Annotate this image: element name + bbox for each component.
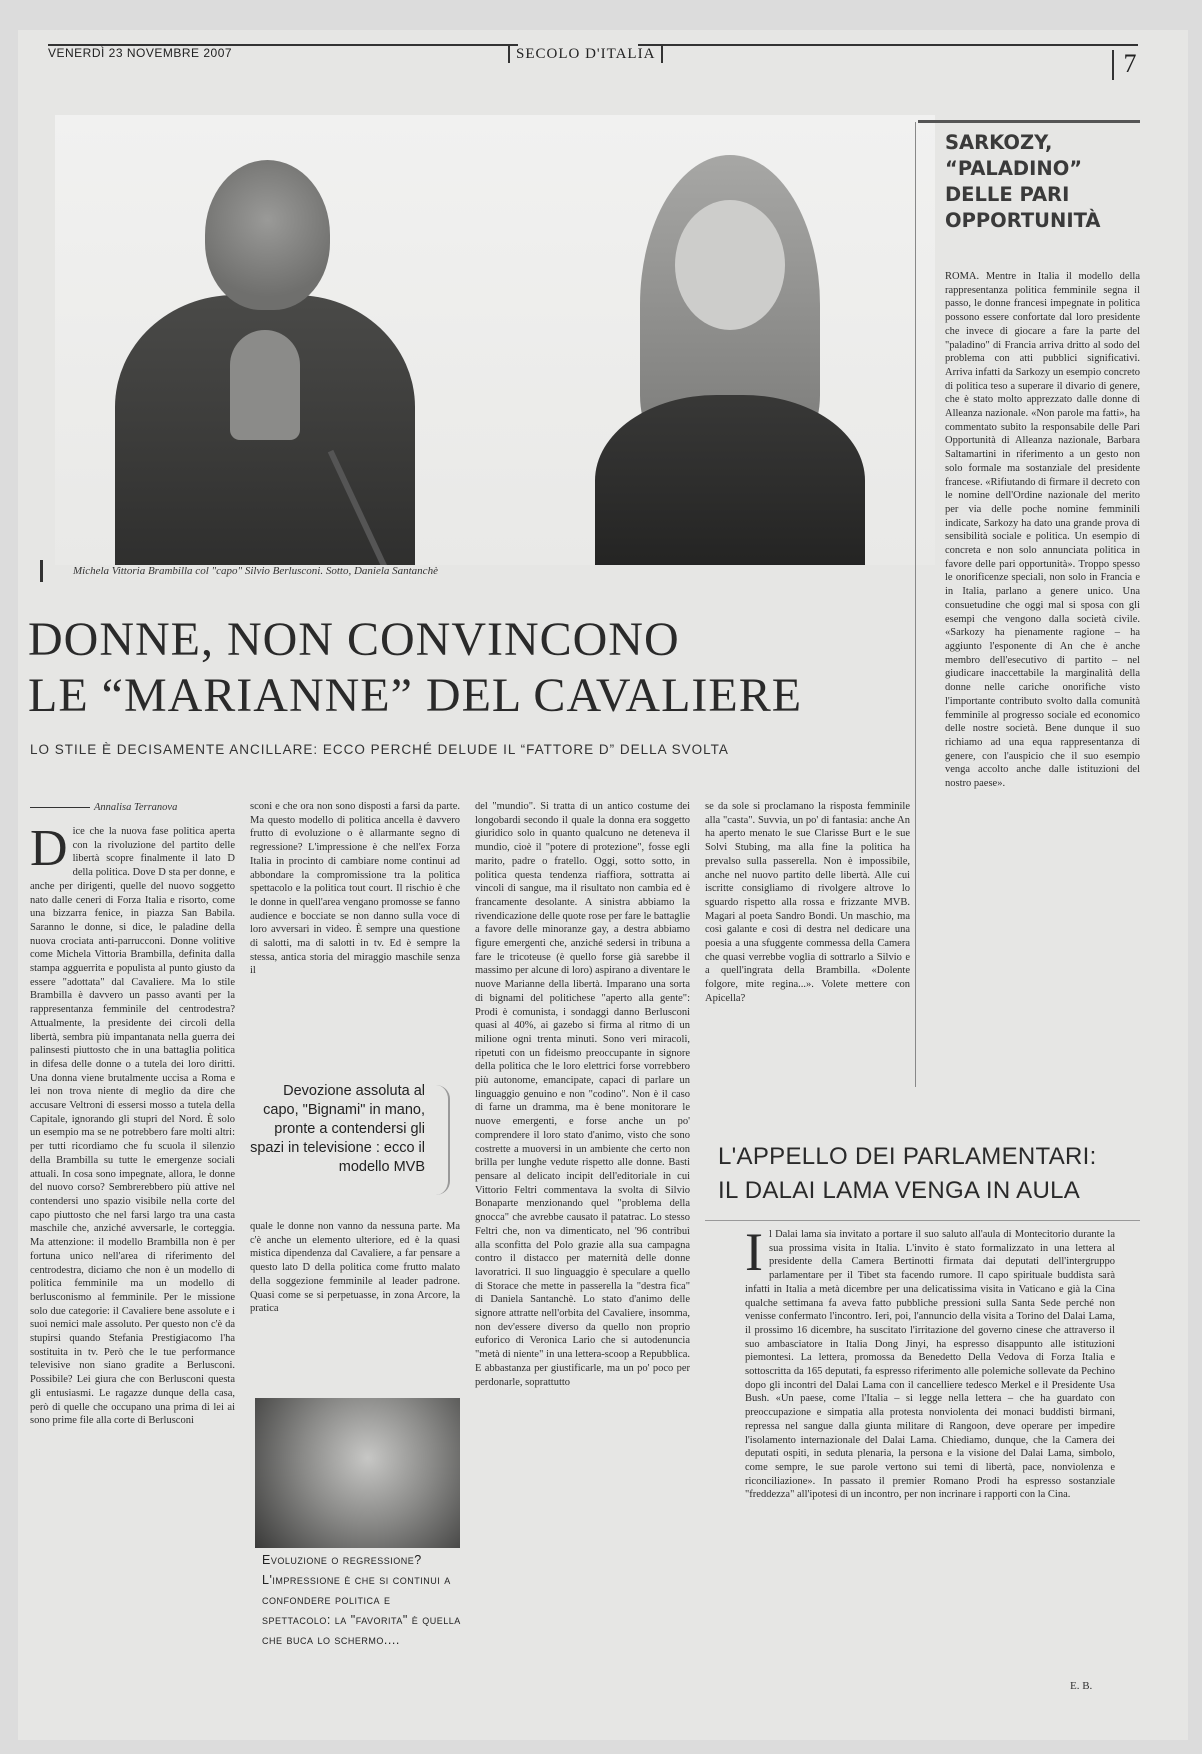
article-headline bbox=[28, 612, 928, 724]
pull-quote-brace bbox=[430, 1085, 450, 1195]
sidebar-top-rule bbox=[918, 120, 1140, 123]
article-dropcap: D bbox=[30, 825, 68, 877]
article-column-4-text: se da sole si proclamano la risposta femminile alla "casta". Suvvia, un po' di fantasia: anche An ha aperto menato le sue Clarisse Burt e le sue Solvi Stubing, ma alla fine la politica ha prevalso sulla passerella. Non è impossibile, anche nel nuovo partito delle libertà. Alle cui iscritte consigliamo di rivolgere altrove lo sguardo rispetto alla rossa e frizzante MVB. Magari al poeta Sandro Bondi. Un maschio, ma così galante e così di destra nel dedicare una poesia a una sfuggente commessa della Camera che quasi verrebbe voglia di sottrarlo a Silvio e a quell'ingrata della Brambilla. «Dolente folgore, mite regina...». Volete mettere con Apicella? bbox=[705, 801, 910, 1004]
dalai-lama-headline-line-2: IL DALAI LAMA VENGA IN AULA bbox=[718, 1177, 1081, 1204]
dalai-lama-signature: E. B. bbox=[1070, 1680, 1093, 1692]
dalai-lama-article bbox=[745, 1228, 1115, 1673]
pull-quote: Devozione assoluta al capo, "Bignami" in mano, pronte a contendersi gli spazi in televisione : ecco il modello MVB bbox=[250, 1083, 425, 1175]
dalai-lama-headline-line-1: L'APPELLO DEI PARLAMENTARI: bbox=[718, 1143, 1097, 1170]
dalai-lama-headline bbox=[718, 1140, 1138, 1208]
sidebar-title: SARKOZY, “PALADINO” DELLE PARI OPPORTUNITÀ bbox=[945, 131, 1101, 232]
newspaper-name: SECOLO D'ITALIA bbox=[508, 46, 663, 63]
issue-date: VENERDÌ 23 NOVEMBRE 2007 bbox=[48, 46, 233, 60]
photo-figure-woman-face bbox=[675, 200, 785, 330]
dalai-lama-article-text: l Dalai lama sia invitato a portare il suo saluto all'aula di Montecitorio durante la sua prossima visita in Italia. L'invito è stato formalizzato in una lettera al presidente della Camera Bertinotti firmata dai deputati dell'intergruppo parlamentare per il Tibet sta facendo rumore. Il capo spirituale buddista sarà infatti in Italia a metà dicembre per una delicatissima visita in Vaticano e già la Cina qualche settimana fa aveva fatto pubbliche pressioni sulla Santa Sede perché non venisse confermato l'incontro. Ieri, poi, l'annuncio della visita a Torino del Dalai Lama, il prossimo 16 dicembre, ha suscitato l'irritazione del governo cinese che attraverso il suo ambasciatore in Italia Dong Jinyi, ha espresso disappunto alle istituzioni piemontesi. La lettera, promossa da Benedetto Della Vedova di Forza Italia e sottoscritta da 165 deputati, fa espresso riferimento alle polemiche sollevate da Pechino dopo gli incontri del Dalai Lama con il cancelliere tedesco Merkel e il Presidente Usa Bush. «Un paese, come l'Italia – si legge nella lettera – che ha guardato con preoccupazione e simpatia alla protesta nonviolenta dei monaci buddisti birmani, repressa nel sangue dalla giunta militare di Rangoon, deve operare per impedire l'isolamento internazionale del Dalai Lama. Chiediamo, dunque, che la Camera dei deputati ospiti, in seduta plenaria, la persona e la visione del Dalai Lama, simbolo, come sempre, le sue parole vertono sui temi di libertà, pace, nonviolenza e riconciliazione». In passato il premier Romano Prodi ha espresso sostanziale "freddezza" all'ipotesi di un incontro, per non incrinare i rapporti con la Cina. bbox=[745, 1229, 1115, 1501]
main-photo bbox=[55, 115, 935, 565]
sidebar-body-text: ROMA. Mentre in Italia il modello della rappresentanza politica femminile segna il passo, le donne francesi impegnate in politica possono essere confortate dal loro presidente che invece di giocare a fare la parte del "paladino" di Francia arriva dritto al sodo del problema con atti pubblici significativi. Arriva infatti da Sarkozy un esempio concreto di politica teso a superare il divario di genere, che è stato molto apprezzato dalle donne di Alleanza nazionale. «Non parole ma fatti», ha commentato subito la responsabile delle Pari Opportunità di Alleanza nazionale, Barbara Saltamartini in riferimento a un gesto non solo formale ma sostanziale del presidente francese. «Rifiutando di firmare il decreto con le nomine dell'Ordine nazionale del merito per via delle poche nomine femminili indicate, Sarkozy ha dato una grande prova di sensibilità sociale e politica. Un esempio di concreta e non solo annunciata politica in favore delle pari opportunità». Troppo spesso le onorificenze speciali, non solo in Francia e in Italia, parlano a genere unico. Una consuetudine che oggi mal si sposa con gli esempi che vengono dalla società civile. «Sarkozy ha pienamente ragione – ha aggiunto l'esponente di An che è anche membro dell'esecutivo di partito – nel giudicare inaccettabile la marginalità della donne nelle cariche onorifiche visto l'importante contributo svolto dalla comunità femminile al progresso sociale ed economico delle nostre società. Bene dunque il suo richiamo ad una equa rappresentanza di genere, con l'auspicio che il suo esempio venga accolto anche dalle istituzioni del nostro paese». bbox=[945, 271, 1140, 790]
sidebar-body bbox=[945, 270, 1140, 1090]
small-photo-caption: Evoluzione o regressione? L'impressione è che si continui a confondere politica e spettacolo: la "favorita" è quella che buca lo schermo.... bbox=[262, 1553, 461, 1647]
dalai-lama-dropcap: I bbox=[745, 1228, 763, 1282]
article-column-4 bbox=[705, 800, 910, 1090]
article-column-1 bbox=[30, 825, 235, 1730]
article-column-2-bottom bbox=[250, 1220, 460, 1370]
main-photo-caption: Michela Vittoria Brambilla col "capo" Silvio Berlusconi. Sotto, Daniela Santanchè bbox=[40, 560, 933, 582]
byline: Annalisa Terranova bbox=[30, 802, 250, 813]
page-number: 7 bbox=[1112, 50, 1146, 80]
headline-line-1: DONNE, NON CONVINCONO bbox=[28, 613, 680, 666]
masthead bbox=[48, 42, 1158, 82]
photo-figure-man-head bbox=[205, 160, 330, 310]
article-column-3-text: del "mundio". Si tratta di un antico costume dei longobardi secondo il quale la donna era soggetto giuridico solo in quanto qualcuno ne deteneva il mundio, cioè il "potere di protezione", fosse egli marito, padre o fratello. Oggi, sotto sotto, in politica questa tendenza riaffiora, sottratta ai vincoli di sangue, ma il risultato non cambia ed è francamente desolante. A sinistra abbiamo la rivendicazione delle quote rose per fare le battaglie a favore delle minoranze gay, a destra abbiamo figure emergenti che, anziché sedersi in tribuna a fare le tricoteuse (è quello forse già sarebbe il massimo per alcune di loro) aspirano a diventare le nuove Marianne della libertà. Imparano una sorta di bignami del politichese "aperto alla gente": Prodi è comunista, i sondaggi danno Berlusconi quasi al 40%, ai gazebo si firma al ritmo di un milione ogni trenta minuti. Sono veri miracoli, ripetuti con un fideismo preoccupante in signore della politica che le loro elettrici forse vorrebbero più autonome, emancipate, capaci di parlare un linguaggio genuino e non "codino". Non è il caso di farne un dramma, ma è bene monitorare le nuove emergenti, e forse anche un po' comprendere il loro stato d'animo, visto che sono costrette a muoversi in un ambiente che certo non brilla per lunghe vedute rispetto alle donne. Basti pensare al delicato incipit dell'editoriale in cui Vittorio Feltri commentava la svolta di Silvio Bonaparte menzionando quel "problema della gnocca" che avrebbe causato il patatrac. Lo stesso Feltri che, non va dimenticato, nel '96 contribuì alla sconfitta del Polo grazie alla sua campagna contro il distacco per maternità delle donne lavoratrici. Il suo linguaggio è speculare a quello di Storace che mette in passerella la "destra fica" di Daniela Santanchè. Lo stato d'animo delle signore attratte nell'orbita del Cavaliere, insomma, non dev'essere diverso da quello non proprio euforico di Veronica Lario che si autodenuncia "metà di niente" in una lettera-scoop a Repubblica. E abbastanza per giustificarle, ma un po' poco per perdonarle, soprattutto bbox=[475, 801, 690, 1388]
photo-figure-man-hands bbox=[230, 330, 300, 440]
sidebar-divider bbox=[915, 122, 916, 1087]
article-column-2-top bbox=[250, 800, 460, 1050]
photo-figure-woman-body bbox=[595, 395, 865, 565]
article-column-2-top-text: sconi e che ora non sono disposti a farsi da parte. Ma questo modello di politica ancella è davvero frutto di evoluzione o è allarmante segno di regressione? L'impressione è che nell'ex Forza Italia in procinto di cambiare nome continui ad abbondare la compromissione tra la politica spettacolo e la politica tout court. Il rischio è che le donne in quell'area vengano promosse se fanno audience e bocciate se non danno sulla voce di loro avversari in video. È sempre una questione di salotti, ma di salotti in tv. Ed è sempre la stessa, antica storia del miraggio maschile senza il bbox=[250, 801, 460, 977]
article-column-2-bottom-text: quale le donne non vanno da nessuna parte. Ma c'è anche un elemento ulteriore, ed è la quasi mistica dipendenza dal Cavaliere, a far pensare a questo lato D della politica come frutto malato della soggezione femminile al leader padrone. Quasi come se si perpetuasse, in zona Arcore, la pratica bbox=[250, 1221, 460, 1315]
article-subhead: LO STILE È DECISAMENTE ANCILLARE: ECCO PERCHÉ DELUDE IL “FATTORE D” DELLA SVOLTA bbox=[30, 742, 729, 757]
headline-line-2: LE “MARIANNE” DEL CAVALIERE bbox=[28, 669, 803, 722]
article-column-3 bbox=[475, 800, 690, 1730]
dalai-lama-rule bbox=[705, 1220, 1140, 1221]
small-photo bbox=[255, 1398, 460, 1548]
article-column-1-text: ice che la nuova fase politica aperta con la rivoluzione del partito delle libertà scopre finalmente il lato D della politica. Dove D sta per donne, e anche per dirigenti, quelle del nuovo soggetto nato dalle ceneri di Forza Italia e risorto, come una bizzarra fenice, in piazza San Babila. Saranno le donne, si dice, le paladine della nuova crociata anti-parrucconi. Donne volitive come Michela Vittoria Brambilla, definita dalla stampa agguerrita e populista al punto giusto da essere "adottata" dal Cavaliere. Ma lo stile Brambilla è davvero un passo avanti per la rappresentanza femminile del centrodestra? Attualmente, la presidente dei circoli della libertà, sembra più impantanata nella guerra dei palinsesti piuttosto che in una battaglia politica in difesa delle donne o a tutela dei loro diritti. Una donna viene brutalmente uccisa a Roma e lei non trova niente di meglio da dire che accusare Veltroni di essersi mosso a tutela della Capitale, ignorando gli stupri del Nord. È solo un esempio ma se ne potrebbero fare molti altri: per tutti ricordiamo che fu scuola il silenzio della Brambilla su tutte le emergenze sociali attuali. In cosa sono impegnate, allora, le donne del nuovo corso? Sembrerebbero più attive nel contendersi uno spazio visibile nella corte del capo piuttosto che nel farsi largo tra una casta maschile che, anziché avversarle, le corteggia. Ma attenzione: il modello Brambilla non è per fortuna unico nell'area di riferimento del centrodestra, diciamo che non è un modello di politica femminile ma un modello di berlusconismo al femminile. Per le missione solo due categorie: il Cavaliere bene assolute e i suoi nemici male assoluto. Per questo non c'è da stupirsi quando Stefania Prestigiacomo l'ha sostituita in tv. Però che le tue performance televisive non siano gradite a Berlusconi. Possibile? Lei giura che con Berlusconi questa gli entusiasmi. Le ragazze dunque della casa, però di quelle che occupano una prima di lei ai sono prime file alla corte di Berlusconi bbox=[30, 826, 235, 1427]
masthead-rule-right bbox=[638, 44, 1138, 46]
